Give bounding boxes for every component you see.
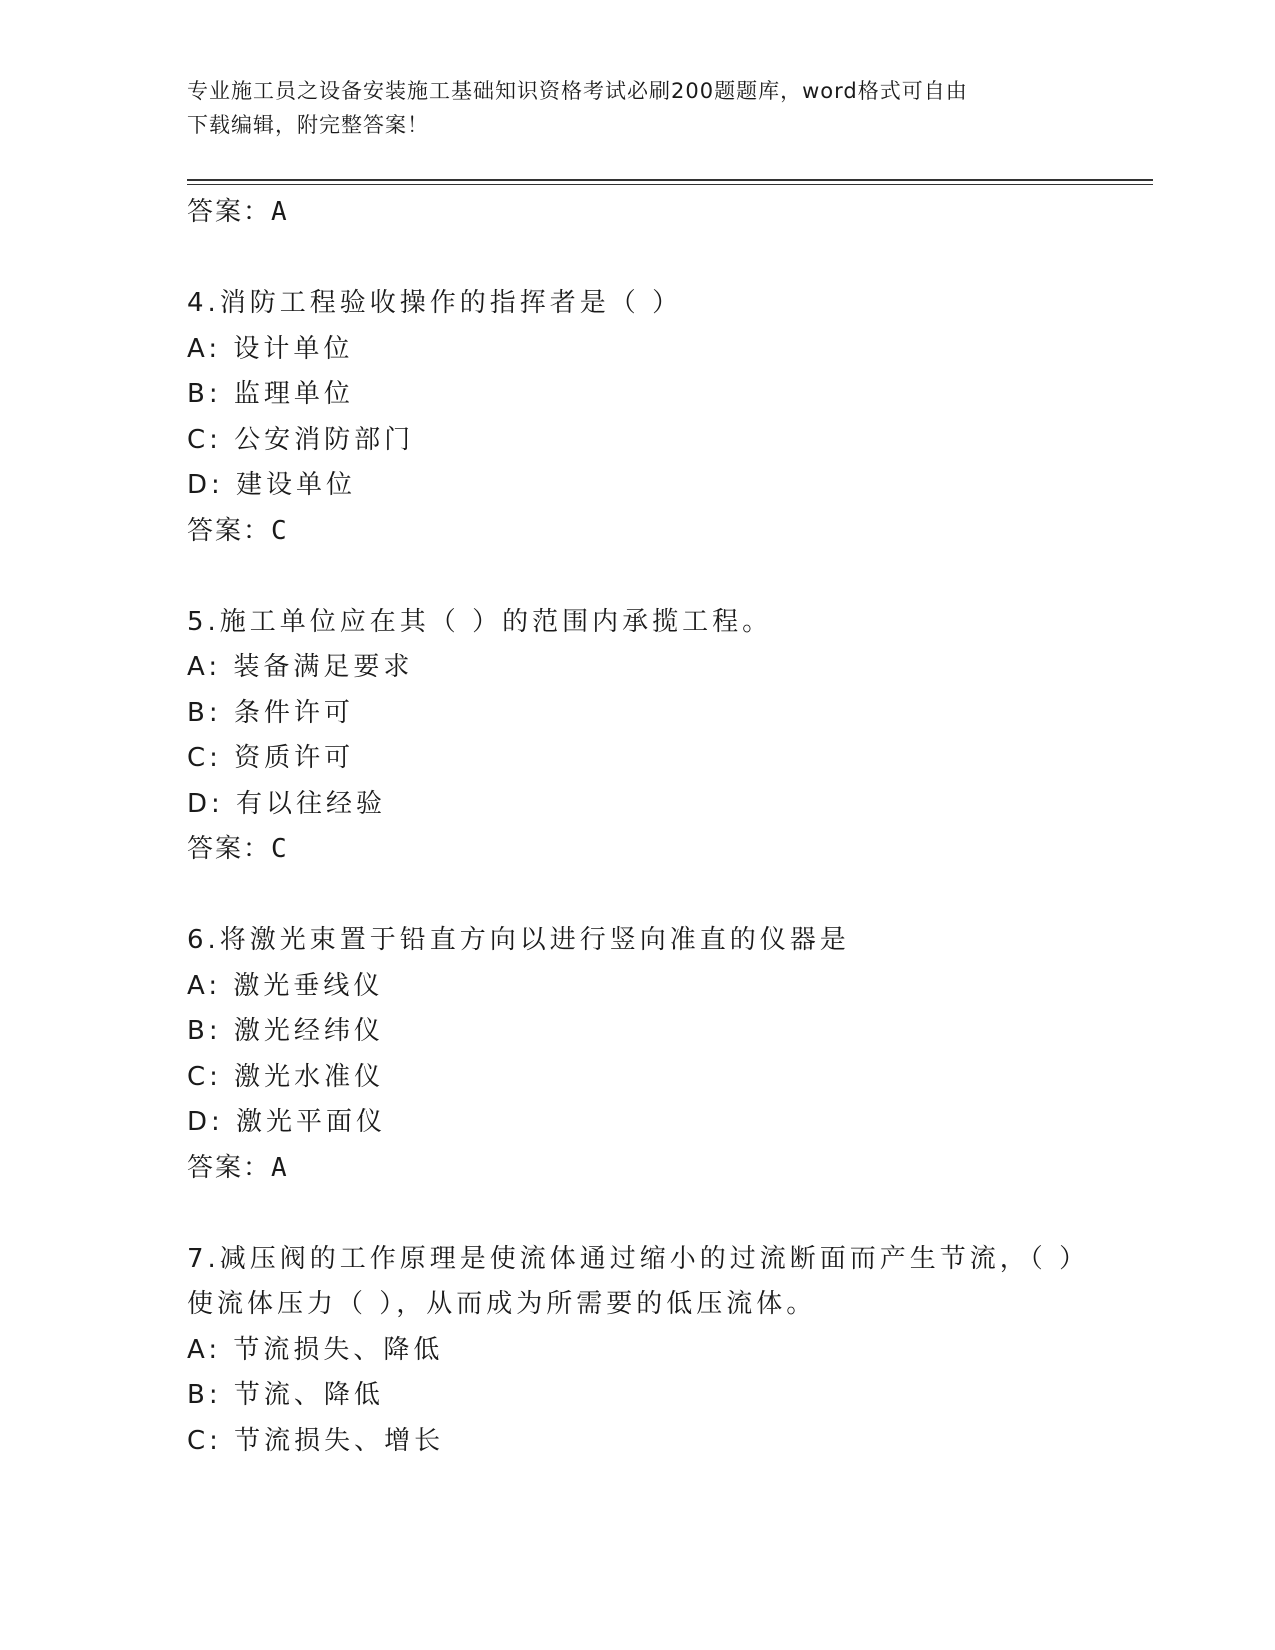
- answer-line: 答案：A: [187, 1152, 289, 1183]
- question-text: 7.减压阀的工作原理是使流体通过缩小的过流断面而产生节流，（ ）: [187, 1243, 1090, 1274]
- option-b: B: 节流、降低: [187, 1380, 384, 1410]
- spacer: [187, 873, 1117, 919]
- option-c: C: 资质许可: [187, 743, 355, 773]
- question-4: [187, 281, 1117, 554]
- option-b: B: 激光经纬仪: [187, 1016, 384, 1046]
- answer-line: 答案：C: [187, 834, 289, 864]
- header-divider-thick: [187, 179, 1153, 181]
- spacer: [187, 1191, 1117, 1237]
- option-a: A: 激光垂线仪: [187, 970, 384, 1001]
- option-b: B: 条件许可: [187, 697, 354, 728]
- option-d: D: 激光平面仪: [187, 1107, 387, 1137]
- option-a: A: 节流损失、降低: [187, 1334, 444, 1365]
- header-divider-thin: [187, 184, 1153, 185]
- question-text: 5.施工单位应在其（ ）的范围内承揽工程。: [187, 606, 773, 637]
- question-5: [187, 600, 1117, 873]
- spacer: [187, 554, 1117, 600]
- option-a: A: 装备满足要求: [187, 652, 414, 682]
- question-text: 6.将激光束置于铅直方向以进行竖向准直的仪器是: [187, 925, 850, 955]
- option-d: D: 建设单位: [187, 470, 357, 500]
- option-a: A: 设计单位: [187, 333, 354, 364]
- header-line-1: 专业施工员之设备安装施工基础知识资格考试必刷200题题库，word格式可自由: [187, 79, 968, 103]
- option-c: C: 公安消防部门: [187, 424, 415, 455]
- option-b: B: 监理单位: [187, 379, 354, 409]
- document-body: [187, 190, 1117, 1464]
- answer-line: 答案：C: [187, 515, 289, 546]
- question-text: 4.消防工程验收操作的指挥者是（ ）: [187, 288, 683, 318]
- spacer: [187, 236, 1117, 282]
- document-header: [187, 74, 1087, 142]
- question-7: [187, 1237, 1117, 1465]
- question-text-continued: 使流体压力（ ），从而成为所需要的低压流体。: [187, 1289, 817, 1319]
- option-c: C: 激光水准仪: [187, 1061, 385, 1092]
- option-c: C: 节流损失、增长: [187, 1425, 445, 1456]
- header-line-2: 下载编辑，附完整答案！: [187, 113, 429, 137]
- option-d: D: 有以往经验: [187, 788, 387, 819]
- answer-line: 答案：A: [187, 197, 289, 227]
- question-6: [187, 918, 1117, 1191]
